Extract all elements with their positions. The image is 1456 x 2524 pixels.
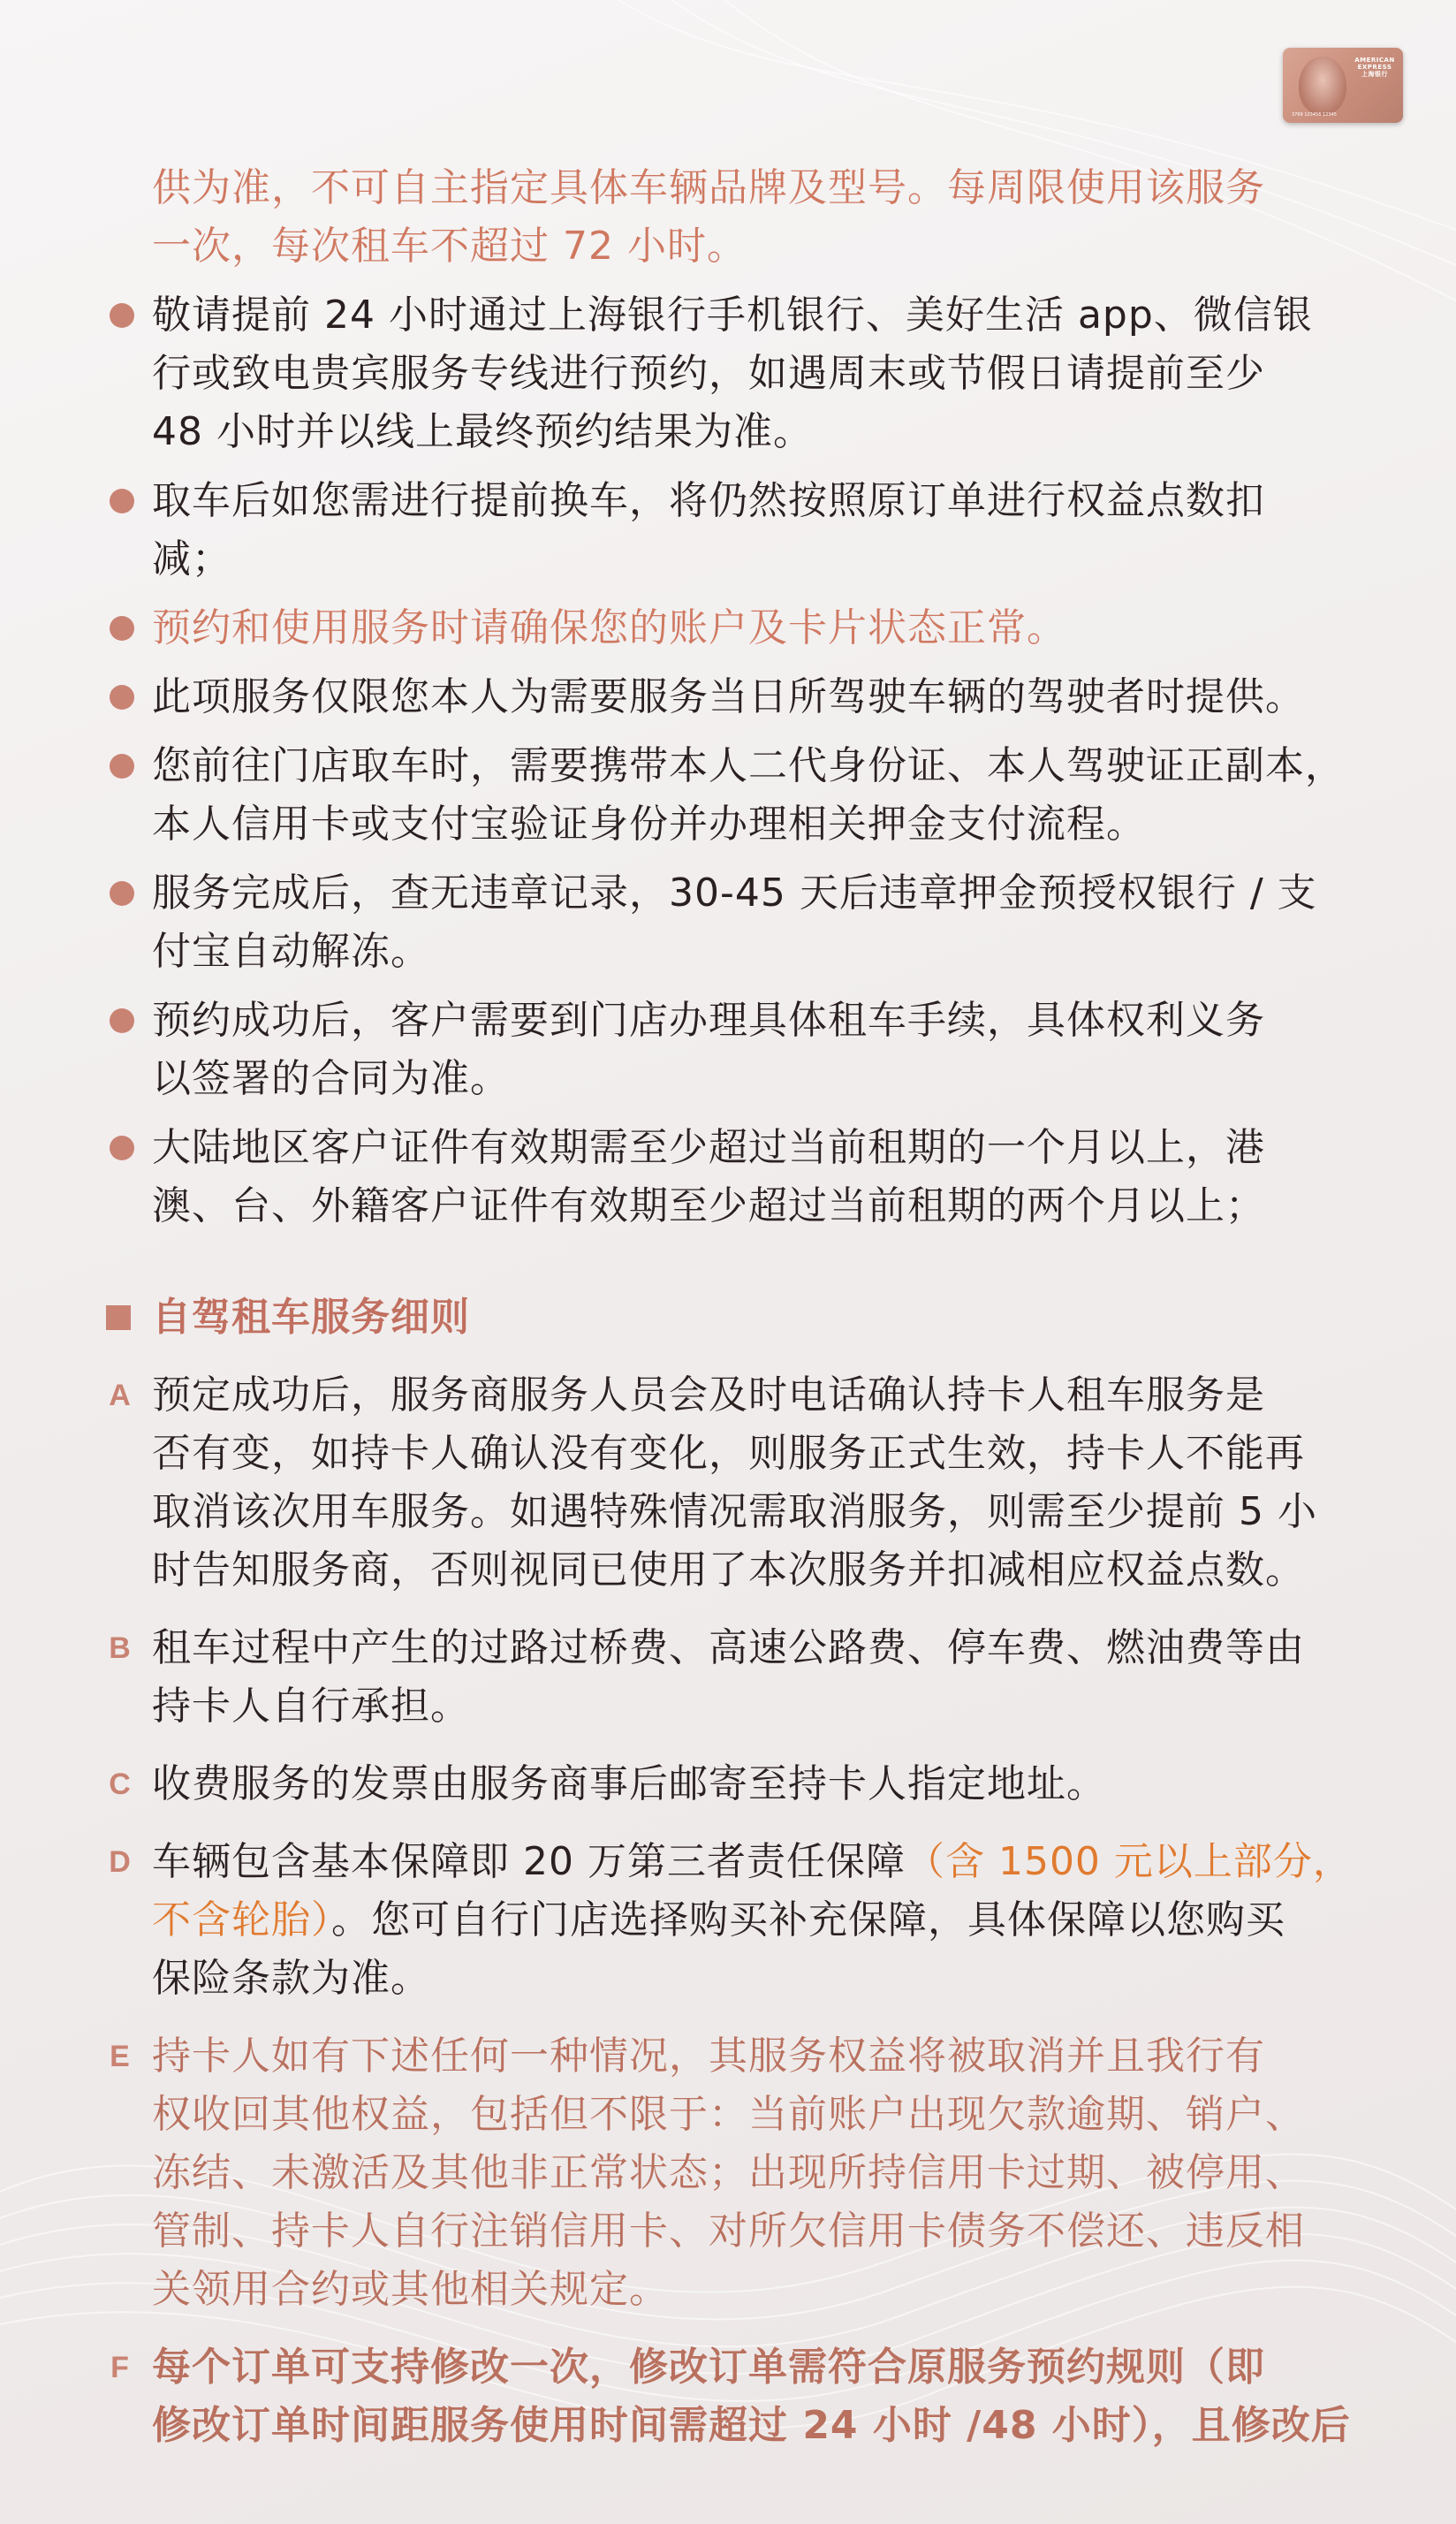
clause-d: D 车辆包含基本保障即 20 万第三者责任保障（含 1500 元以上部分， 不含轮胎）。您可自行门店选择购买补充保障，具体保障以您购买 保险条款为准。 [106, 1833, 1361, 2008]
list-item: 预约和使用服务时请确保您的账户及卡片状态正常。 [106, 599, 1361, 658]
clause-letter: A [109, 1379, 132, 1412]
clause-letter: E [110, 2040, 131, 2073]
bullet-dot-icon [110, 1008, 134, 1033]
section-square-icon [106, 1305, 131, 1330]
clause-letter: C [109, 1768, 132, 1801]
card-brand-text: AMERICAN EXPRESS 上海银行 [1354, 57, 1395, 78]
clause-c: C 收费服务的发票由服务商事后邮寄至持卡人指定地址。 [106, 1755, 1361, 1813]
bullet-dot-icon [110, 881, 134, 906]
bullet-dot-icon [110, 616, 134, 641]
section-heading: 自驾租车服务细则 [106, 1289, 1361, 1347]
list-item: 您前往门店取车时，需要携带本人二代身份证、本人驾驶证正副本， 本人信用卡或支付宝验证身份并办理相关押金支付流程。 [106, 737, 1361, 854]
list-item: 取车后如您需进行提前换车，将仍然按照原订单进行权益点数扣 减； [106, 472, 1361, 589]
credit-card-image [1283, 48, 1403, 123]
clause-e: E 持卡人如有下述任何一种情况，其服务权益将被取消并且我行有 权收回其他权益，包括但不限于：当前账户出现欠款逾期、销户、 冻结、未激活及其他非正常状态；出现所持信用卡过期、被停用、 管制、持卡人自行注销信用卡、对所欠信用卡债务不偿还、违反相 关领用合约或其他相关规定。 [106, 2027, 1361, 2319]
clause-letter: F [110, 2351, 130, 2384]
list-item: 大陆地区客户证件有效期需至少超过当前租期的一个月以上，港 澳、台、外籍客户证件有效期至少超过当前租期的两个月以上； [106, 1119, 1361, 1235]
bullet-dot-icon [110, 685, 134, 710]
list-item: 预约成功后，客户需要到门店办理具体租车手续，具体权利义务 以签署的合同为准。 [106, 992, 1361, 1108]
clause-b: B 租车过程中产生的过路过桥费、高速公路费、停车费、燃油费等由 持卡人自行承担。 [106, 1619, 1361, 1736]
card-number: 3769 123456 12345 [1292, 112, 1337, 118]
bullet-dot-icon [110, 754, 134, 779]
clause-letter: B [109, 1631, 132, 1665]
card-portrait [1299, 57, 1346, 115]
terms-content [106, 159, 1361, 2455]
bullet-dot-icon [110, 1136, 134, 1160]
clause-a: A 预定成功后，服务商服务人员会及时电话确认持卡人租车服务是 否有变，如持卡人确认没有变化，则服务正式生效，持卡人不能再 取消该次用车服务。如遇特殊情况需取消服务，则需至少提前 5 小 时告知服务商，否则视同已使用了本次服务并扣减相应权益点数。 [106, 1366, 1361, 1600]
list-item: 敬请提前 24 小时通过上海银行手机银行、美好生活 app、微信银 行或致电贵宾服务专线进行预约，如遇周末或节假日请提前至少 48 小时并以线上最终预约结果为准。 [106, 286, 1361, 461]
list-item: 服务完成后，查无违章记录，30-45 天后违章押金预授权银行 / 支 付宝自动解冻。 [106, 864, 1361, 981]
clause-f: F 每个订单可支持修改一次，修改订单需符合原服务预约规则（即 修改订单时间距服务使用时间需超过 24 小时 /48 小时），且修改后 [106, 2338, 1361, 2455]
bullet-dot-icon [110, 303, 134, 328]
list-item: 此项服务仅限您本人为需要服务当日所驾驶车辆的驾驶者时提供。 [106, 668, 1361, 726]
clause-letter: D [109, 1845, 132, 1879]
bullet-dot-icon [110, 489, 134, 513]
intro-paragraph: 供为准，不可自主指定具体车辆品牌及型号。每周限使用该服务 一次，每次租车不超过 72 小时。 [152, 165, 1265, 269]
